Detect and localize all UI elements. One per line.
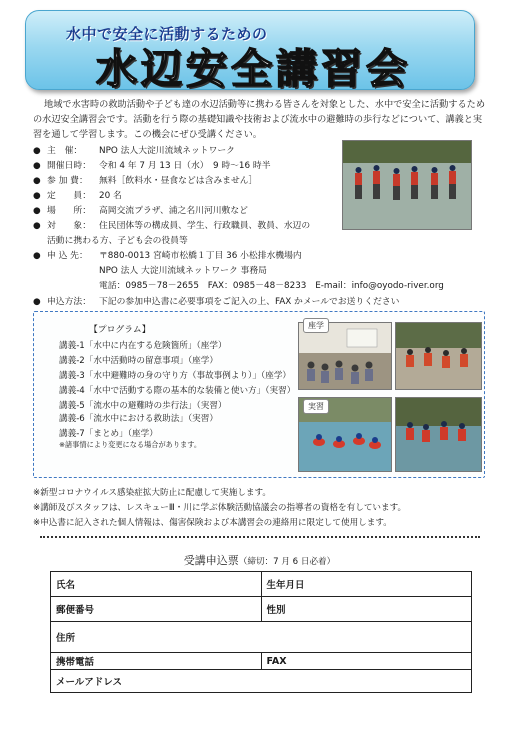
practice-photo-2 — [395, 397, 482, 472]
note-line: ※申込書に記入された個人情報は、傷害保険および本講習会の連絡用に限定して使用します。 — [33, 518, 392, 528]
note-line: ※新型コロナウイルス感染症拡大防止に配慮して実施します。 — [33, 488, 272, 498]
info-label: 申 込 先： — [47, 251, 88, 261]
info-label: 参 加 費： — [47, 176, 88, 186]
cut-line-divider — [40, 536, 480, 538]
info-date — [33, 160, 271, 172]
info-apply — [33, 250, 302, 262]
program-item: 講義-7「まとめ」（座学） — [59, 429, 158, 439]
info-value: 下記の参加申込書に必要事項をご記入の上、FAX かメールでお送りください — [99, 297, 400, 307]
info-value: 令和 4 年 7 月 13 日（水） 9 時～16 時半 — [99, 161, 271, 171]
program-item: 講義-3「水中避難時の身の守り方（事故事例より）」（座学） — [59, 371, 292, 381]
email-label: メールアドレス — [56, 677, 123, 688]
name-label: 氏名 — [56, 580, 76, 591]
outdoor-lecture-illustration — [396, 323, 481, 389]
program-item: 講義-2「水中活動時の留意事項」（座学） — [59, 356, 218, 366]
name-field[interactable] — [51, 572, 262, 597]
info-value: 住民団体等の構成員、学生、行政職員、教員、水辺の — [99, 221, 311, 231]
info-target — [33, 220, 310, 232]
postal-code-label: 郵便番号 — [56, 605, 95, 616]
info-value: 無料［飲料水・昼食などは含みません］ — [99, 176, 258, 186]
lecture-label: 座学 — [303, 318, 329, 333]
gender-field[interactable] — [261, 597, 472, 622]
program-item: 講義-4「水中で活動する際の基本的な装備と使い方」（実習） — [59, 386, 296, 396]
gender-label: 性別 — [266, 605, 286, 616]
application-form-table — [50, 571, 472, 693]
banner-subtitle: 水中で安全に活動するための — [66, 25, 268, 43]
mobile-phone-label: 携帯電話 — [56, 657, 95, 668]
program-item: 講義-1「水中に内在する危険箇所」（座学） — [59, 341, 227, 351]
info-place — [33, 205, 248, 217]
info-apply-org: NPO 法人 大淀川流域ネットワーク 事務局 — [99, 266, 267, 276]
info-target-cont: 活動に携わる方、子ども会の役員等 — [47, 236, 188, 246]
email-field[interactable] — [51, 670, 472, 693]
fax-label: FAX — [266, 655, 287, 667]
info-capacity — [33, 190, 122, 202]
bullet-icon: ● — [33, 206, 41, 216]
birthday-field[interactable] — [261, 572, 472, 597]
note-line: ※講師及びスタッフは、レスキューⅢ・川に学ぶ体験活動協議会の指導者の資格を有しています。 — [33, 503, 407, 513]
info-value: 高岡交流プラザ、浦之名川河川敷など — [99, 206, 248, 216]
address-label: 住所 — [56, 633, 76, 644]
banner-title: 水辺安全講習会 — [96, 45, 411, 93]
river-training-illustration — [343, 141, 471, 229]
info-label: 場 所： — [47, 206, 91, 216]
info-label: 申込方法： — [47, 297, 91, 307]
form-title-text: 受講申込票 — [183, 554, 239, 567]
info-value: NPO 法人大淀川流域ネットワーク — [99, 146, 235, 156]
fax-field[interactable] — [261, 653, 472, 670]
rescue-practice-illustration — [396, 398, 481, 471]
info-value: 〒880-0013 宮崎市松橋１丁目 36 小松排水機場内 — [99, 251, 302, 261]
bullet-icon: ● — [33, 297, 41, 307]
info-label: 対 象： — [47, 221, 91, 231]
info-label: 開催日時： — [47, 161, 91, 171]
birthday-label: 生年月日 — [266, 580, 305, 591]
bullet-icon: ● — [33, 221, 41, 231]
address-field[interactable] — [51, 622, 472, 653]
practice-label: 実習 — [303, 399, 329, 414]
form-title — [0, 552, 519, 568]
postal-code-field[interactable] — [51, 597, 262, 622]
form-deadline: （締切：7 月 6 日必着） — [238, 557, 336, 567]
program-item: 講義-5「流水中の避難時の歩行法」（実習） — [59, 401, 227, 411]
info-sponsor — [33, 145, 235, 157]
title-banner — [25, 10, 475, 93]
bullet-icon: ● — [33, 161, 41, 171]
program-note: ※諸事情により変更になる場合があります。 — [59, 440, 202, 449]
program-title: 【プログラム】 — [89, 325, 151, 335]
info-value: 20 名 — [99, 191, 122, 201]
bullet-icon: ● — [33, 146, 41, 156]
river-training-photo — [342, 140, 472, 230]
mobile-phone-field[interactable] — [51, 653, 262, 670]
info-method — [33, 296, 399, 308]
bullet-icon: ● — [33, 176, 41, 186]
info-label: 主 催： — [47, 146, 83, 156]
intro-paragraph: 地域で水害時の救助活動や子ども達の水辺活動等に携わる皆さんを対象とした、水中で安全に活動するための水辺安全講習会です。活動を行う際の基礎知識や技術および流水中の避難時の歩行などについて、講義と実習を通して学習します。この機会にぜひ受講ください。 — [33, 99, 486, 140]
bullet-icon: ● — [33, 251, 41, 261]
lecture-photo-2 — [395, 322, 482, 390]
info-fee — [33, 175, 257, 187]
bullet-icon: ● — [33, 191, 41, 201]
info-label: 定 員： — [47, 191, 91, 201]
program-item: 講義-6「流水中における救助法」（実習） — [59, 414, 218, 424]
info-apply-contact: 電話：0985－78－2655 FAX：0985－48－8233 E-mail：info@oyodo-river.org — [99, 281, 444, 291]
